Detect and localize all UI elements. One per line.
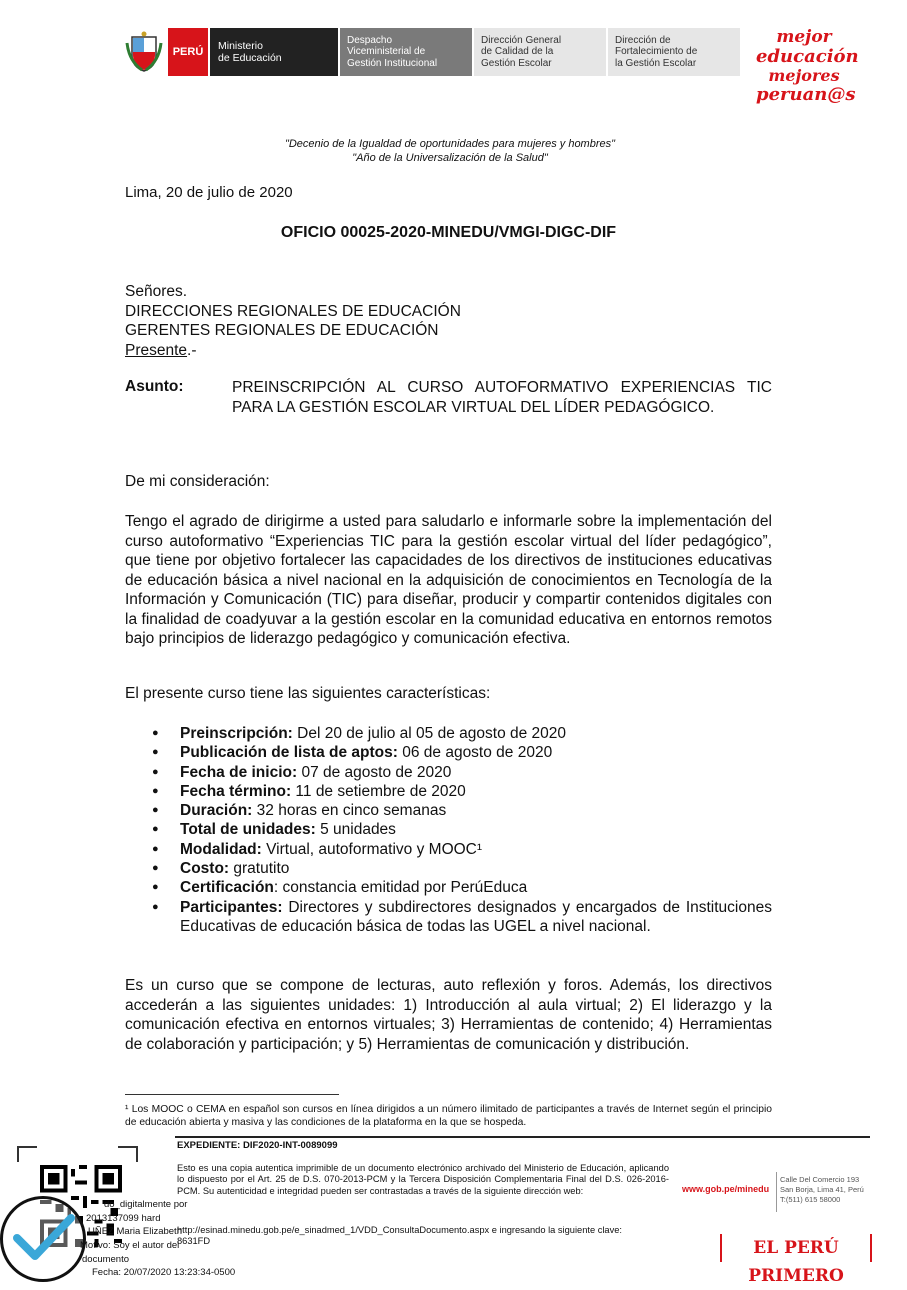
despacho-line-1: Despacho [347, 34, 393, 46]
signature-line-6: Fecha: 20/07/2020 13:23:34-0500 [92, 1267, 236, 1278]
addressee-greeting: Señores. [125, 283, 188, 300]
list-item [152, 898, 772, 937]
slogan-line-4: peruan@s [756, 84, 856, 105]
corner-mark-right [118, 1146, 138, 1162]
peru-primero-logo: EL PERÚ PRIMERO [720, 1234, 872, 1262]
addressees [125, 282, 461, 360]
footer-separator [776, 1172, 777, 1212]
item-label: Duración: [180, 802, 253, 820]
presente-suffix: .- [187, 341, 197, 359]
item-value: 32 horas en cinco semanas [252, 802, 447, 820]
item-value: gratutito [229, 860, 290, 878]
ministerio-label [210, 28, 338, 76]
list-item [152, 840, 772, 859]
authenticity-notice: Esto es una copia autentica imprimible de un documento electrónico archivado del Ministerio de Educación, aplicando lo dispuesto por el Art. 25 de D.S. 070-2013-PCM y la Tercera Disposición Complementaria Final del D.S. 026-2016-PCM. Su autenticidad e integridad pueden ser contrastadas a través de la siguiente dirección web: [177, 1163, 669, 1196]
address-line-3: T:(511) 615 58000 [780, 1195, 841, 1204]
signature-line-1: do_digitalmente por [104, 1199, 188, 1210]
slogan-line-1: mejor [776, 27, 832, 47]
item-label: Fecha de inicio: [180, 763, 298, 781]
dgc-line-2: de Calidad de la [481, 46, 554, 58]
dgc-line-1: Dirección General [481, 34, 562, 46]
checkmark-icon [9, 1208, 77, 1268]
asunto-text: PREINSCRIPCIÓN AL CURSO AUTOFORMATIVO EXPERIENCIAS TIC PARA LA GESTIÓN ESCOLAR VIRTUAL DEL LÍDER PEDAGÓGICO. [232, 379, 772, 416]
item-label: Participantes: [180, 898, 283, 916]
verification-url[interactable]: http://esinad.minedu.gob.pe/e_sinadmed_1/VDD_ConsultaDocumento.aspx [177, 1225, 490, 1235]
signature-line-3: UÑEZ Maria Elizabeth [88, 1226, 182, 1237]
signature-line-5: documento [82, 1254, 130, 1265]
ministerio-line-2: de Educación [218, 52, 282, 64]
decenio-line-2: "Año de la Universalización de la Salud" [352, 152, 548, 164]
dgc-line-3: Gestión Escolar [481, 57, 552, 69]
list-item [152, 763, 772, 782]
slogan-logo [756, 27, 859, 105]
slogan-line-3: mejores [768, 66, 840, 85]
item-value: 06 de agosto de 2020 [397, 744, 553, 762]
item-label: Preinscripción: [180, 725, 293, 742]
footer-divider [175, 1136, 870, 1138]
signature-line-2: 2013137099 hard [86, 1213, 161, 1224]
signature-line-4: Motivo: Soy el autor del [80, 1240, 180, 1251]
peru-label: PERÚ [168, 28, 208, 76]
paragraph-2: El presente curso tiene las siguientes características: [125, 685, 491, 702]
paragraph-1: Tengo el agrado de dirigirme a usted para saludarlo e informarle sobre la implementación del curso autoformativo “Experiencias TIC para la gestión escolar virtual del líder pedagógico”, que tiene por objetivo fortalecer las capacidades de los directivos de instituciones educativas de educación básica a nivel nacional en la adquisición de conocimientos en Tecnología de la Información y Comunicación (TIC) para diseñar, producir y compartir contenidos digitales con la finalidad de coadyuvar a la gestión escolar en la comunidad educativa en entornos remotos bajo principios de liderazgo pedagógico y comunicación efectiva. [125, 513, 772, 647]
dif-label [608, 28, 740, 76]
despacho-line-2: Viceministerial de [347, 46, 426, 58]
document-date: Lima, 20 de julio de 2020 [125, 184, 293, 201]
list-item [152, 782, 772, 801]
presente-word: Presente [125, 341, 188, 359]
slogan-line-2: educación [756, 46, 859, 67]
footnote-divider [125, 1094, 339, 1095]
salutation: De mi consideración: [125, 473, 270, 490]
item-label: Publicación de lista de aptos: [180, 744, 398, 762]
dgc-label [474, 28, 606, 76]
characteristics-list [152, 724, 772, 936]
verification-line [177, 1225, 657, 1248]
decenio-text [120, 137, 780, 165]
dif-line-3: la Gestión Escolar [615, 57, 697, 69]
item-label: Fecha término: [180, 782, 292, 800]
list-item [152, 859, 772, 878]
ministerio-line-1: Ministerio [218, 40, 263, 52]
item-label: Costo: [180, 860, 230, 878]
coat-of-arms-icon [122, 28, 166, 76]
item-value: Directores y subdirectores designados y encargados de Instituciones Educativas de educación básica de todas las UGEL a nivel nacional. [180, 898, 772, 935]
gob-link[interactable]: www.gob.pe/minedu [682, 1184, 770, 1194]
item-value: : constancia emitidad por PerúEduca [273, 879, 528, 897]
item-label: Certificación [180, 879, 274, 897]
header-banner [122, 28, 746, 78]
item-value: Virtual, autoformativo y MOOC¹ [261, 840, 483, 858]
oficio-number: OFICIO 00025-2020-MINEDU/VMGI-DIGC-DIF [280, 224, 617, 241]
dif-line-1: Dirección de [615, 34, 671, 46]
list-item [152, 878, 772, 897]
despacho-label [340, 28, 472, 76]
despacho-line-3: Gestión Institucional [347, 57, 438, 69]
item-value: 5 unidades [315, 821, 396, 839]
item-label: Modalidad: [180, 840, 262, 858]
addressee-line-2: GERENTES REGIONALES DE EDUCACIÓN [125, 322, 439, 339]
item-value: Del 20 de julio al 05 de agosto de 2020 [292, 725, 567, 742]
list-item [152, 801, 772, 820]
list-item [152, 724, 772, 743]
item-label: Total de unidades: [180, 821, 316, 839]
asunto-label: Asunto: [125, 378, 184, 395]
expediente-number: EXPEDIENTE: DIF2020-INT-0089099 [177, 1140, 338, 1151]
corner-mark-left [17, 1146, 37, 1162]
item-value: 07 de agosto de 2020 [297, 763, 452, 781]
paragraph-3: Es un curso que se compone de lecturas, auto reflexión y foros. Además, los directivos accederán a las siguientes unidades: 1) Introducción al aula virtual; 2) El liderazgo y la comunicación efectiva en entornos virtuales; 3) Herramientas de contenido; 4) Herramientas de colaboración y participación; y 5) Herramientas de comunicación y distribución. [125, 977, 772, 1053]
list-item [152, 743, 772, 762]
address-line-2: San Borja, Lima 41, Perú [780, 1185, 864, 1194]
footnote: ¹ Los MOOC o CEMA en español son cursos en línea dirigidos a un número ilimitado de participantes a través de Internet según el principio de educación abierta y masiva y las condiciones de la plataforma en la que se hospeda. [125, 1104, 772, 1128]
addressee-line-1: DIRECCIONES REGIONALES DE EDUCACIÓN [125, 302, 461, 320]
item-value: 11 de setiembre de 2020 [291, 782, 466, 800]
ministry-address [780, 1175, 864, 1205]
address-line-1: Calle Del Comercio 193 [780, 1175, 860, 1184]
dif-line-2: Fortalecimiento de [615, 46, 698, 58]
decenio-line-1: "Decenio de la Igualdad de oportunidades para mujeres y hombres" [284, 138, 616, 150]
verification-key: e ingresando la siguiente clave: 8631FD [177, 1225, 622, 1247]
presente-line [125, 341, 461, 361]
list-item [152, 820, 772, 839]
